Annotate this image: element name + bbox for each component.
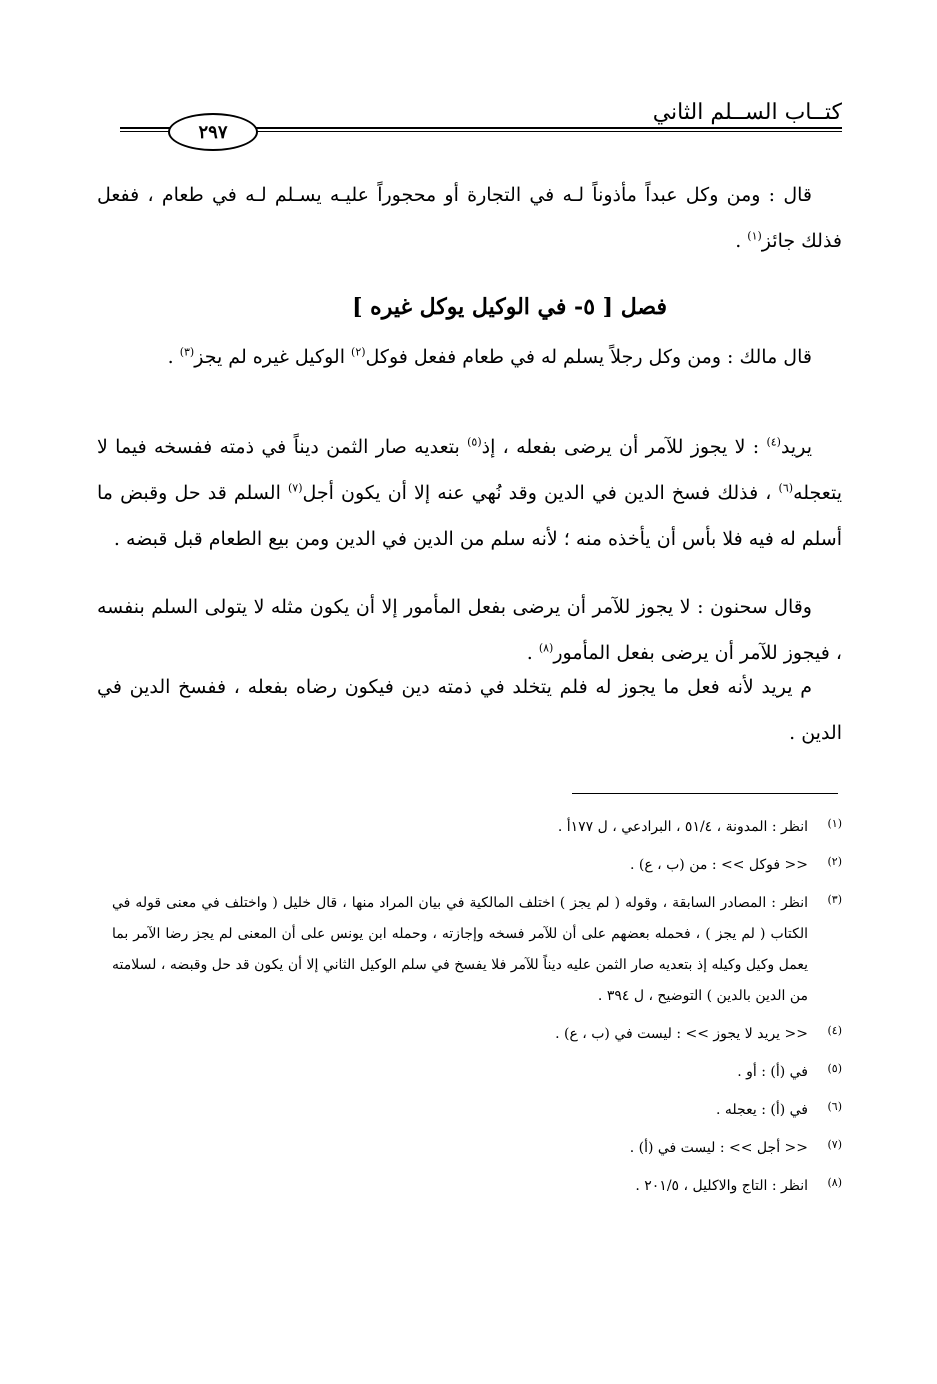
paragraph-2 xyxy=(97,334,842,380)
paragraph-3 xyxy=(97,424,842,562)
running-header-title: كتــاب الســلم الثاني xyxy=(652,100,842,125)
footnote-ref: (٤) xyxy=(766,435,781,449)
footnote xyxy=(112,1057,842,1088)
paragraph-text: : لا يجوز للآمر أن يرضى بفعله ، إذ xyxy=(481,436,767,458)
footnote-ref: (٨) xyxy=(538,641,554,655)
paragraph-4 xyxy=(97,584,842,676)
footnote xyxy=(112,1171,842,1202)
footnote-mark: (٤) xyxy=(827,1024,842,1037)
paragraph-text: بتعديه صار الثمن ديناً في ذمته ففسخه فيما لا يتعجله xyxy=(97,436,842,504)
footnote xyxy=(112,1019,842,1050)
footnote-ref: (٢) xyxy=(351,345,366,359)
paragraph-end: . xyxy=(526,642,539,664)
paragraph-text: قال : ومن وكل عبداً مأذوناً لـه في التجارة أو محجوراً عليـه يسـلم لـه في طعام ، ففعل فذلك جائز xyxy=(97,184,842,252)
paragraph-end: . xyxy=(167,346,180,368)
footnote-ref: (٥) xyxy=(467,435,482,449)
footnote-mark: (٦) xyxy=(827,1100,842,1113)
footnote-ref: (٧) xyxy=(287,481,303,495)
paragraph-text: قال مالك : ومن وكل رجلاً يسلم له في طعام ففعل فوكل xyxy=(365,346,812,368)
footnotes xyxy=(112,812,842,1209)
paragraph-end: . xyxy=(735,230,748,252)
footnote-text: في (أ) : يعجله . xyxy=(716,1102,808,1118)
footnote-text: انظر : المصادر السابقة ، وقوله ( لم يجز ) اختلف المالكية في بيان المراد منها ، قال خليل ( واختلف في معنى قوله في الكتاب ( لم يجز ) ، فحمله بعضهم على أن للآمر فسخه وإجازته ، وحمله ابن يونس على أن المعنى لم يجز رضا الآمر بما يعمل وكيل وكيله إذ بتعديه صار الثمن عليه ديناً للآمر فلا يفسخ في سلم الوكيل الثاني إلا أن يكون قد حل وقبضه ، لسلامته من الدين بالدين ) التوضيح ، ل ٣٩٤ . xyxy=(112,895,808,1004)
footnote-text: انظر : التاج والاكليل ، ٢٠١/٥ . xyxy=(635,1178,808,1194)
paragraph-text: م يريد لأنه فعل ما يجوز له فلم يتخلد في ذمته دين فيكون رضاه بفعله ، ففسخ الدين في الدين . xyxy=(97,676,842,744)
footnote-text: انظر : المدونة ، ٥١/٤ ، البرادعي ، ل ١٧٧أ . xyxy=(557,819,808,835)
footnote-mark: (٥) xyxy=(827,1062,842,1075)
page-number: ٢٩٧ xyxy=(168,113,258,151)
paragraph-text: السلم قد حل وقبض ما أسلم له فيه فلا بأس أن يأخذه منه ؛ لأنه سلم من الدين في الدين ومن بيع الطعام قبل قبضه . xyxy=(97,482,842,550)
paragraph-5 xyxy=(97,664,842,756)
footnote-mark: (٧) xyxy=(827,1138,842,1151)
footnote-text: << يريد لا يجوز >> : ليست في (ب ، ع) . xyxy=(555,1026,808,1042)
footnote-text: << فوكل >> : من (ب ، ع) . xyxy=(629,857,808,873)
footnote-ref: (٣) xyxy=(179,345,195,359)
footnote-mark: (٢) xyxy=(827,855,842,868)
footnote-text: في (أ) : أو . xyxy=(737,1064,808,1080)
footnote xyxy=(112,888,842,1012)
footnote xyxy=(112,812,842,843)
paragraph-text: يريد xyxy=(780,436,812,458)
paragraph-text: وقال سحنون : لا يجوز للآمر أن يرضى بفعل المأمور إلا أن يكون مثله لا يتولى السلم بنفسه ، فيجوز للآمر أن يرضى بفعل المأمور xyxy=(97,596,842,664)
footnote xyxy=(112,850,842,881)
footnote-ref: (٦) xyxy=(778,481,794,495)
footnote-separator xyxy=(572,793,838,794)
footnote-ref: (١) xyxy=(747,229,762,243)
paragraph-1 xyxy=(97,172,842,264)
paragraph-text: ، فذلك فسخ الدين في الدين وقد نُهي عنه إلا أن يكون أجل xyxy=(302,482,779,504)
footnote-mark: (٣) xyxy=(827,893,842,906)
footnote-mark: (٨) xyxy=(827,1176,842,1189)
section-heading: فصل [ ٥- في الوكيل يوكل غيره ] xyxy=(352,294,667,320)
paragraph-text: الوكيل غيره لم يجز xyxy=(194,346,352,368)
footnote xyxy=(112,1095,842,1126)
footnote-mark: (١) xyxy=(827,817,842,830)
footnote-text: << أجل >> : ليست في (أ) . xyxy=(629,1140,808,1156)
footnote xyxy=(112,1133,842,1164)
